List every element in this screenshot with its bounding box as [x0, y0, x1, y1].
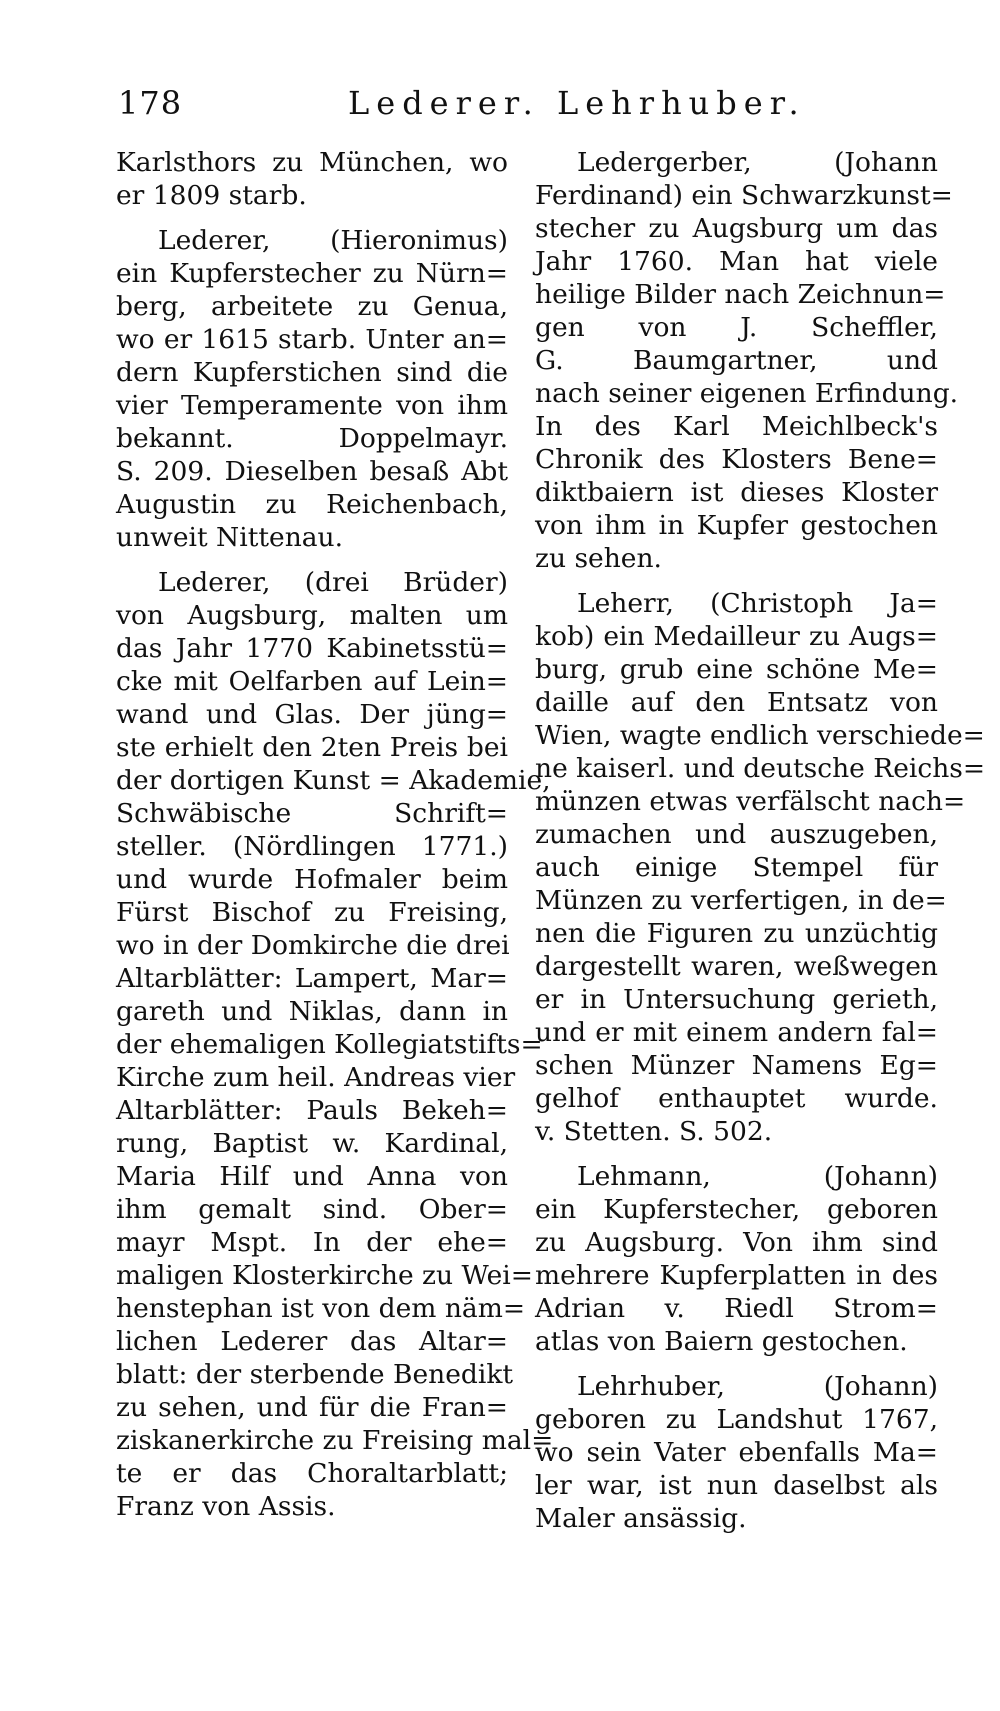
paragraph-gap — [535, 575, 938, 587]
text-line: S. 209. Dieselben besaß Abt — [116, 456, 508, 487]
text-line: te er das Choraltarblatt; — [116, 1458, 508, 1489]
text-line: kob) ein Medailleur zu Augs= — [535, 621, 938, 652]
text-line: wo in der Domkirche die drei — [116, 930, 510, 961]
text-line: Adrian v. Riedl Strom= — [535, 1293, 938, 1324]
text-line: mayr Mspt. In der ehe= — [116, 1227, 508, 1258]
text-line: diktbaiern ist dieses Kloster — [535, 477, 938, 508]
text-line: geboren zu Landshut 1767, — [535, 1404, 938, 1435]
text-line: der ehemaligen Kollegiatstifts= — [116, 1029, 543, 1060]
text-line: Altarblätter: Pauls Bekeh= — [116, 1095, 508, 1126]
left-text-column — [116, 146, 554, 1523]
text-line: rung, Baptist w. Kardinal, — [116, 1128, 508, 1159]
text-line: nen die Figuren zu unzüchtig — [535, 918, 938, 949]
text-line: das Jahr 1770 Kabinetsstü= — [116, 633, 508, 664]
running-head: Lederer. Lehrhuber. — [348, 84, 806, 122]
page-header — [118, 84, 938, 132]
paragraph-gap — [535, 1148, 938, 1160]
text-line: zu Augsburg. Von ihm sind — [535, 1227, 938, 1258]
text-line: gelhof enthauptet wurde. — [535, 1083, 938, 1114]
text-line: v. Stetten. S. 502. — [535, 1116, 773, 1147]
text-line: wo er 1615 starb. Unter an= — [116, 324, 508, 355]
text-line: Lehrhuber, (Johann) — [577, 1371, 938, 1402]
text-line: der dortigen Kunst = Akademie, — [116, 765, 551, 796]
right-text-column — [535, 146, 986, 1535]
text-line: blatt: der sterbende Benedikt — [116, 1359, 514, 1390]
text-line: burg, grub eine schöne Me= — [535, 654, 938, 685]
text-line: vier Temperamente von ihm — [116, 390, 508, 421]
text-line: ziskanerkirche zu Freising mal= — [116, 1425, 554, 1456]
text-line: Schwäbische Schrift= — [116, 798, 508, 829]
text-line: und wurde Hofmaler beim — [116, 864, 508, 895]
page-number: 178 — [118, 84, 183, 122]
text-line: Fürst Bischof zu Freising, — [116, 897, 508, 928]
text-line: und er mit einem andern fal= — [535, 1017, 938, 1048]
text-line: Wien, wagte endlich verschiede= — [535, 720, 985, 751]
text-line: gen von J. Scheffler, — [535, 312, 938, 343]
text-line: heilige Bilder nach Zeichnun= — [535, 279, 946, 310]
text-line: Kirche zum heil. Andreas vier — [116, 1062, 516, 1093]
text-line: zu sehen, und für die Fran= — [116, 1392, 508, 1423]
text-line: Ledergerber, (Johann — [577, 147, 938, 178]
text-line: nach seiner eigenen Erfindung. — [535, 378, 959, 409]
text-line: maligen Klosterkirche zu Wei= — [116, 1260, 533, 1291]
text-line: Altarblätter: Lampert, Mar= — [116, 963, 508, 994]
text-line: ein Kupferstecher, geboren — [535, 1194, 938, 1225]
text-line: Franz von Assis. — [116, 1491, 336, 1522]
paragraph-gap — [116, 212, 508, 224]
text-line: Lederer, (drei Brüder) — [158, 567, 508, 598]
text-line: schen Münzer Namens Eg= — [535, 1050, 938, 1081]
text-line: lichen Lederer das Altar= — [116, 1326, 508, 1357]
text-line: zu sehen. — [535, 543, 662, 574]
text-line: wo sein Vater ebenfalls Ma= — [535, 1437, 938, 1468]
text-line: münzen etwas verfälscht nach= — [535, 786, 966, 817]
text-line: von Augsburg, malten um — [116, 600, 508, 631]
text-line: atlas von Baiern gestochen. — [535, 1326, 908, 1357]
text-line: unweit Nittenau. — [116, 522, 344, 553]
text-line: In des Karl Meichlbeck's — [535, 411, 938, 442]
text-line: ein Kupferstecher zu Nürn= — [116, 258, 508, 289]
text-line: Münzen zu verfertigen, in de= — [535, 885, 947, 916]
text-line: zumachen und auszugeben, — [535, 819, 938, 850]
text-line: Karlsthors zu München, wo — [116, 147, 508, 178]
text-line: henstephan ist von dem näm= — [116, 1293, 526, 1324]
text-line: Chronik des Klosters Bene= — [535, 444, 938, 475]
text-line: er in Untersuchung gerieth, — [535, 984, 938, 1015]
text-line: mehrere Kupferplatten in des — [535, 1260, 938, 1291]
text-line: G. Baumgartner, und — [535, 345, 938, 376]
text-line: ne kaiserl. und deutsche Reichs= — [535, 753, 986, 784]
text-line: steller. (Nördlingen 1771.) — [116, 831, 508, 862]
text-line: stecher zu Augsburg um das — [535, 213, 938, 244]
text-line: ihm gemalt sind. Ober= — [116, 1194, 508, 1225]
text-line: gareth und Niklas, dann in — [116, 996, 508, 1027]
text-line: Maria Hilf und Anna von — [116, 1161, 508, 1192]
text-line: ste erhielt den 2ten Preis bei — [116, 732, 508, 763]
text-line: Ferdinand) ein Schwarzkunst= — [535, 180, 953, 211]
text-line: Augustin zu Reichenbach, — [116, 489, 508, 520]
text-line: ler war, ist nun daselbst als — [535, 1470, 938, 1501]
text-line: von ihm in Kupfer gestochen — [535, 510, 938, 541]
text-line: Lehmann, (Johann) — [577, 1161, 938, 1192]
text-line: cke mit Oelfarben auf Lein= — [116, 666, 508, 697]
text-line: dargestellt waren, weßwegen — [535, 951, 938, 982]
text-line: berg, arbeitete zu Genua, — [116, 291, 508, 322]
text-line: wand und Glas. Der jüng= — [116, 699, 508, 730]
paragraph-gap — [535, 1358, 938, 1370]
text-line: dern Kupferstichen sind die — [116, 357, 508, 388]
text-line: bekannt. Doppelmayr. — [116, 423, 508, 454]
text-line: daille auf den Entsatz von — [535, 687, 938, 718]
text-line: Leherr, (Christoph Ja= — [577, 588, 938, 619]
text-line: Maler ansässig. — [535, 1503, 747, 1534]
text-line: Jahr 1760. Man hat viele — [535, 246, 938, 277]
paragraph-gap — [116, 554, 508, 566]
text-line: er 1809 starb. — [116, 180, 307, 211]
text-line: auch einige Stempel für — [535, 852, 938, 883]
text-line: Lederer, (Hieronimus) — [158, 225, 508, 256]
